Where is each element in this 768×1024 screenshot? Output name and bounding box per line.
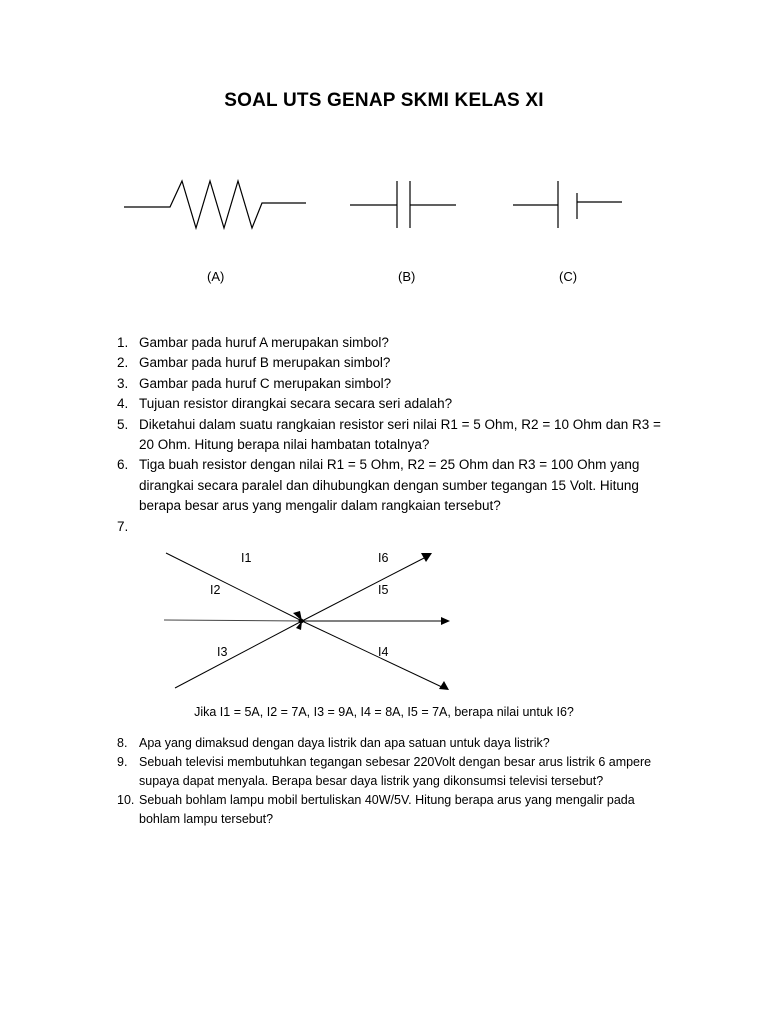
current-label-i4: I4 (378, 645, 389, 659)
list-item: 10. Sebuah bohlam lampu mobil bertuliskan 40W/5V. Hitung berapa arus yang mengalir pada bohlam lampu tersebut? (117, 793, 635, 826)
arrow-i5 (441, 617, 450, 625)
current-line-i2 (164, 620, 302, 621)
arrow-i4 (439, 681, 449, 690)
current-line-i4 (302, 621, 444, 688)
junction-node (299, 619, 304, 624)
list-item: 6. Tiga buah resistor dengan nilai R1 = 5 Ohm, R2 = 25 Ohm dan R3 = 100 Ohm yang dirangkai secara paralel dan dihubungkan dengan sumber tegangan 15 Volt. Hitung berapa besar arus yang mengalir dalam rangkaian tersebut? (117, 457, 640, 514)
list-item: 3. Gambar pada huruf C merupakan simbol? (117, 375, 392, 391)
symbol-label-b: (B) (398, 269, 416, 284)
list-item: 2. Gambar pada huruf B merupakan simbol? (117, 355, 391, 371)
list-item: 5. Diketahui dalam suatu rangkaian resistor seri nilai R1 = 5 Ohm, R2 = 10 Ohm dan R3 = 20 Ohm. Hitung berapa nilai hambatan totalnya? (117, 416, 661, 453)
current-line-i1 (166, 553, 302, 621)
list-item: 8. Apa yang dimaksud dengan daya listrik dan apa satuan untuk daya listrik? (117, 736, 550, 750)
question-list-2 (117, 734, 677, 829)
list-item: 7. (117, 518, 129, 534)
arrow-i6 (421, 553, 432, 562)
current-label-i1: I1 (241, 551, 252, 565)
list-item: 4. Tujuan resistor dirangkai secara secara seri adalah? (117, 396, 453, 412)
current-label-i5: I5 (378, 583, 389, 597)
list-item: 1. Gambar pada huruf A merupakan simbol? (117, 335, 389, 350)
battery-symbol (513, 181, 622, 228)
current-label-i6: I6 (378, 551, 389, 565)
question-7-caption: Jika I1 = 5A, I2 = 7A, I3 = 9A, I4 = 8A, I5 = 7A, berapa nilai untuk I6? (194, 705, 574, 719)
question-list-1 (117, 333, 677, 537)
symbol-label-c: (C) (559, 269, 578, 284)
list-item: 9. Sebuah televisi membutuhkan tegangan sebesar 220Volt dengan besar arus listrik 6 ampere supaya dapat menyala. Berapa besar daya listrik yang dikonsumsi televisi tersebut? (117, 755, 652, 788)
capacitor-symbol (350, 181, 456, 228)
current-line-i3 (175, 621, 302, 688)
current-line-i6 (302, 556, 428, 621)
current-label-i3: I3 (217, 645, 228, 659)
current-label-i2: I2 (210, 583, 221, 597)
page-title: SOAL UTS GENAP SKMI KELAS XI (224, 90, 544, 111)
junction-diagram (164, 553, 445, 688)
resistor-symbol (124, 181, 306, 228)
symbol-label-a: (A) (207, 269, 225, 284)
